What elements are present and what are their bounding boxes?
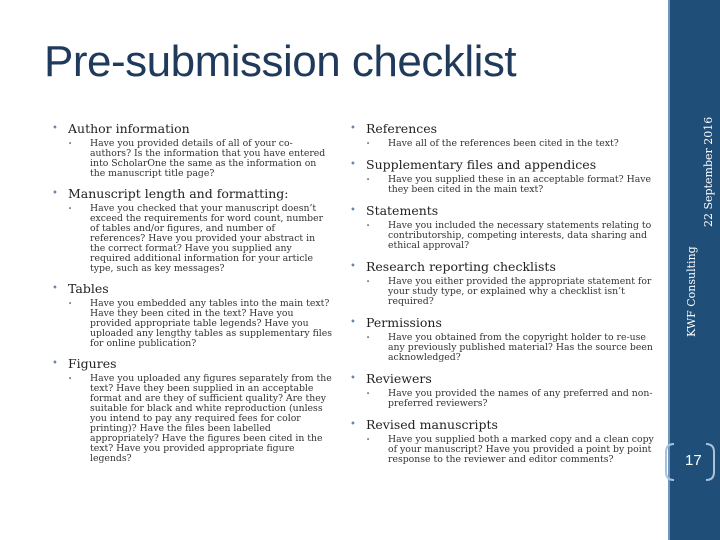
checklist-item: Have you either provided the appropriate statement for your study type, or explained why a checklist isn’t required?	[388, 276, 652, 307]
bullet-icon: •	[350, 261, 356, 272]
bullet-icon: •	[350, 373, 356, 384]
bullet-icon: •	[350, 317, 356, 328]
checklist-item: Have you obtained from the copyright holder to re-use any previously published material? Has the source been acknowledged?	[388, 332, 653, 363]
sidebar-date: 22 September 2016	[702, 116, 715, 227]
bullet-icon: •	[366, 222, 371, 230]
section-heading: Manuscript length and formatting:	[68, 186, 289, 201]
bullet-icon: •	[52, 283, 58, 294]
bullet-icon: •	[68, 300, 73, 308]
section-references	[350, 122, 660, 149]
right-column	[350, 122, 660, 474]
section-figures	[52, 357, 332, 464]
checklist-item: Have you uploaded any figures separately from the text? Have they been supplied in an acceptable format and are they of sufficient quality? Are they suitable for black and white reproduction (unless you intend to pay any required fees for color printing)? Have the files been labelled appropriately? Have the figures been cited in the text? Have you provided appropriate figure legends?	[90, 373, 332, 464]
section-heading: Research reporting checklists	[366, 259, 556, 274]
section-supplementary-files	[350, 158, 660, 195]
section-permissions	[350, 316, 660, 363]
bullet-icon: •	[68, 205, 73, 213]
bullet-icon: •	[366, 390, 371, 398]
section-statements	[350, 204, 660, 251]
bullet-icon: •	[350, 123, 356, 134]
section-tables	[52, 282, 332, 349]
checklist-item: Have you supplied both a marked copy and a clean copy of your manuscript? Have you provided a point by point response to the reviewer and editor comments?	[388, 434, 654, 465]
bullet-icon: •	[350, 159, 356, 170]
bullet-icon: •	[68, 140, 73, 148]
bullet-icon: •	[366, 334, 371, 342]
checklist-item: Have you included the necessary statements relating to contributorship, competing interests, data sharing and ethical approval?	[388, 220, 652, 251]
bullet-icon: •	[366, 140, 371, 148]
section-heading: Revised manuscripts	[366, 417, 498, 432]
checklist-item: Have you provided details of all of your co-authors? Is the information that you have entered into ScholarOne the same as the information on the manuscript title page?	[90, 138, 326, 179]
section-heading: Figures	[68, 356, 117, 371]
bullet-icon: •	[350, 205, 356, 216]
checklist-item: Have you provided the names of any preferred and non-preferred reviewers?	[388, 388, 653, 409]
bullet-icon: •	[366, 278, 371, 286]
bullet-icon: •	[366, 436, 371, 444]
sidebar-organization: KWF Consulting	[685, 246, 698, 337]
section-heading: Supplementary files and appendices	[366, 157, 597, 172]
checklist-item: Have you checked that your manuscript doesn’t exceed the requirements for word count, number of tables and/or figures, and number of references? Have you provided your abstract in the correct format? Have you supplied any required additional information for your article type, such as key messages?	[90, 203, 324, 274]
checklist-item: Have you embedded any tables into the main text? Have they been cited in the text? Have you provided appropriate table legends? Have you uploaded any lengthy tables as supplementary files for online publication?	[90, 298, 333, 349]
left-column	[52, 122, 332, 472]
checklist-item: Have you supplied these in an acceptable format? Have they been cited in the main text?	[388, 174, 652, 195]
bullet-icon: •	[52, 123, 58, 134]
page-number: 17	[685, 452, 702, 469]
section-research-reporting	[350, 260, 660, 307]
section-heading: Tables	[68, 281, 109, 296]
bullet-icon: •	[350, 419, 356, 430]
section-heading: Author information	[68, 121, 190, 136]
slide-title: Pre-submission checklist	[44, 37, 517, 86]
section-heading: Reviewers	[366, 371, 432, 386]
bullet-icon: •	[52, 188, 58, 199]
section-reviewers	[350, 372, 660, 409]
section-heading: References	[366, 121, 438, 136]
bullet-icon: •	[68, 375, 73, 383]
section-heading: Statements	[366, 203, 439, 218]
section-author-information	[52, 122, 332, 179]
checklist-item: Have all of the references been cited in the text?	[388, 138, 619, 149]
section-revised-manuscripts	[350, 418, 660, 465]
bullet-icon: •	[366, 176, 371, 184]
bullet-icon: •	[52, 358, 58, 369]
section-manuscript-length	[52, 187, 332, 274]
section-heading: Permissions	[366, 315, 442, 330]
